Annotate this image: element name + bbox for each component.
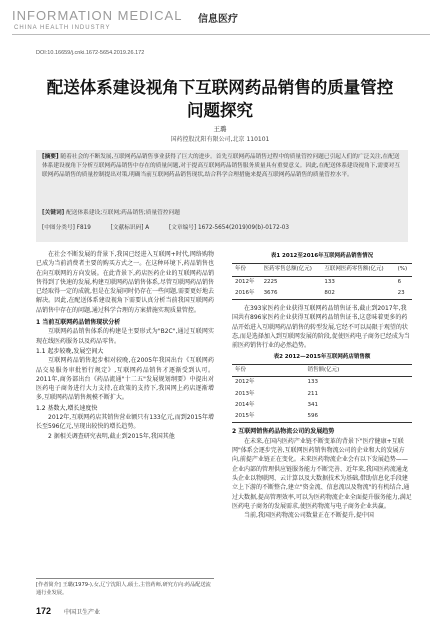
clc-number: [中图分类号] F819	[42, 225, 91, 231]
subsection-1-2-heading: 1.2 基数大,增长速度快	[36, 404, 98, 412]
abstract-text: 随着社会的不断发展,互联网药品销售事业获得了巨大的进步。首先互联网药品销售过程中的质量管控问题已引起人们的广泛关注,在配送体系建设视角下分析互联网药品销售中存在的质量问题,对于提高互联网药品销售服务质量具有重要意义。因此,在配送体系建设视角下,需要对互联网药品销售的质量控制提出对策,明确当前互联网药品销售现状,结合科学合理措施来提高互联网药品销售的质量管控水平。	[42, 154, 401, 179]
table-1-header-online: 互联网医药零售额(亿元)	[324, 266, 384, 273]
table-row	[232, 288, 412, 300]
journal-header	[12, 8, 430, 44]
table-cell: 2012年	[235, 379, 255, 386]
page-number: 172	[36, 606, 52, 616]
table-cell: 3676	[263, 289, 278, 296]
right-paragraph-1: 在393家医药企业获得互联网药品销售证书,截止到2017年,我国共有896家医药企业获得互联网药品销售证书,这意味着更多的药品开始进入互联网药品销售的转型发展,它经不可以局限于观望的状态,而是选择加入到互联网发展的阶段,促使医药电子商务已经成为当前医药销售行业的必然趋势。	[232, 305, 410, 350]
table-row	[232, 400, 412, 411]
subsection-1-2-paragraph: 2012年,互联网药店其销售营业额只有133亿元,而到2015年增长至596亿元,呈现出较快的增长趋势。	[36, 414, 214, 431]
section-2-heading: 2 互联网销售药品物流公司的发展趋势	[232, 428, 335, 436]
subsection-1-1-paragraph: 互联网药品销售起步相对较晚,在2005年我国出台《互联网药品交易服务审批暂行规定》,互联网药品销售才逐渐受到认可。2011年,商务部出台《药品流通"十二五"发展规划纲要》中提出对医药电子商务进行大力支持,在政策的支持下,我国网上药店逐渐增多,互联网药品销售规模不断扩大。	[36, 357, 214, 402]
keywords	[42, 209, 402, 218]
journal-name: 中国卫生产业	[64, 609, 101, 616]
table-1-header-row	[232, 264, 412, 276]
classification-row	[42, 222, 402, 231]
table-cell: 2015年	[235, 413, 255, 420]
article-title-line-2: 问题探究	[187, 101, 253, 120]
table-cell: 133	[324, 278, 335, 285]
keywords-label: [关键词]	[42, 210, 65, 216]
header-english-title: INFORMATION MEDICAL	[12, 8, 183, 23]
table-cell: 2014年	[235, 401, 255, 408]
header-divider	[12, 34, 430, 35]
table-cell: 2225	[263, 278, 278, 285]
right-column	[232, 250, 412, 520]
table-cell: 802	[324, 289, 335, 296]
table-1-header-year: 年份	[235, 266, 247, 273]
table-row	[232, 389, 412, 400]
table-cell: 211	[307, 390, 318, 397]
table-2-header-row	[232, 364, 412, 376]
table-cell: 2013年	[235, 390, 255, 397]
subsection-1-2-continued: 2 据相关调查研究表明,截止到2015年,我国其他	[48, 432, 175, 440]
author-footnote: [作者简介] 王璐(1979-),女,辽宁沈阳人,硕士,主管药师,研究方向:药品配送流通行业发展。	[36, 578, 214, 597]
article-title	[20, 76, 420, 122]
table-cell: 133	[307, 379, 318, 386]
header-english-subtitle: CHINA HEALTH INDUSTRY	[14, 25, 111, 31]
subsection-1-1-heading: 1.1 起步较晚,发展空间大	[36, 347, 104, 355]
author-name: 王璐	[213, 125, 227, 133]
section-1-paragraph: 互联网药品销售体系的构建是主要形式为"B2C",通过互联网实现在线医药服务以及药品零售。	[36, 328, 214, 345]
table-cell: 23	[397, 289, 405, 296]
keywords-text: 配送体系建设;互联网;药品销售;质量管控问题	[66, 210, 180, 216]
table-2	[232, 364, 412, 423]
section-1-heading: 1 当前互联网药品销售现状分析	[36, 319, 121, 327]
abstract-label: [摘要]	[42, 154, 59, 160]
doi-line: DOI:10.16659/j.cnki.1672-5654.2019.26.172	[36, 50, 145, 56]
section-2-continued: 当前,我国医药物流公司数量正在不断提升,提中国	[244, 512, 374, 520]
article-title-line-1: 配送体系建设视角下互联网药品销售的质量管控	[46, 78, 394, 97]
table-2-header-year: 年份	[235, 366, 247, 373]
table-cell: 341	[307, 401, 318, 408]
table-row	[232, 377, 412, 389]
table-2-header-sales: 销售额(亿元)	[307, 366, 340, 373]
table-cell: 2016年	[235, 289, 255, 296]
table-cell: 596	[307, 413, 318, 420]
table-cell: 2012年	[235, 278, 255, 285]
article-number: [文章编号] 1672-5654(2019)09(b)-0172-03	[169, 225, 290, 231]
abstract	[42, 153, 402, 181]
table-row	[232, 411, 412, 423]
table-1-header-total: 医药零售总额(亿元)	[263, 266, 312, 273]
table-1-header-percent: (%)	[397, 266, 408, 273]
section-2-paragraph: 在未来,在国内医药产业链不断变革的背景下"医疗健康+互联网"体系会逐步完善,互联网医药销售物流公司的企业和大的发展方向,前提产业链正在变化。未来医药物流企业会有以下发展趋势——企业内部的管理供应链服务能力不断完善、近年来,我国医药流通龙头企业以物联网、云计算以及大数据技术为基础,借助信息化手段建立上下游的不断整合,建立"资金流、信息流以及物流"的有机结合,通过大数据,提高管理效率,可以为医药物流企业全面提升服务能力,满足医药电子商务的发展需求,使医药物流与电子商务企业共赢。	[232, 437, 412, 510]
table-cell: 6	[397, 278, 402, 285]
author-affiliation: 国药控股沈阳有限公司,北京 110101	[170, 136, 270, 143]
intro-paragraph: 在社会不断发展的背景下,我国已经进入互联网+时代,网络购物已成为当前消费者主要的购买方式之一。在这种环境下,药品销售也在向互联网的方向发展。在此背景下,药店医药企业的互联网药品销售得到了快速的发展,构建互联网药品销售体系,尽管互联网药品销售已经取得一定的成就,但是在发展同时仍存在一些问题,需要更好地去解决。因此,在配送体系建设视角下需要认真分析当前我国互联网药品销售中存在的问题,通过科学合理的方案措施实现质量管控。	[36, 251, 214, 314]
table-row	[232, 276, 412, 288]
header-section-title: 信息医疗	[198, 14, 238, 25]
left-column	[36, 250, 214, 441]
table-1	[232, 263, 412, 300]
document-code: [文献标识码] A	[110, 225, 150, 231]
table-1-caption: 表1 2012至2016年互联网药品销售情况	[270, 253, 374, 259]
table-2-caption: 表2 2012—2015年互联网药店销售额	[273, 353, 371, 360]
